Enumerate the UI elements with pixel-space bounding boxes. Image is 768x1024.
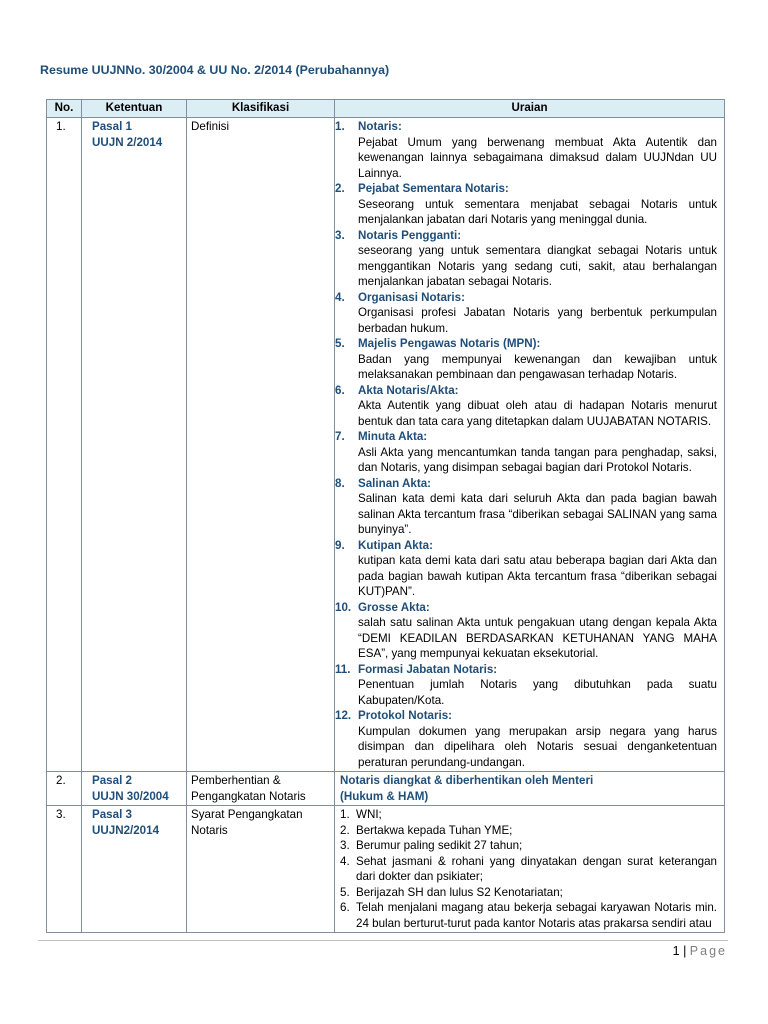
page-separator: | xyxy=(683,944,687,958)
klasifikasi-line: Syarat Pengangkatan xyxy=(191,808,303,821)
definition-term: Protokol Notaris: xyxy=(358,709,453,722)
definition-item xyxy=(335,290,717,337)
requirement-item xyxy=(335,838,717,854)
ketentuan-cell xyxy=(82,806,187,933)
page-number: 1 xyxy=(672,944,680,958)
definition-description: Salinan kata demi kata dari seluruh Akta dan pada bagian bawah salinan Akta tercantum frasa “diberikan sebagai SALINAN yang sama bunyinya”. xyxy=(358,492,717,536)
definition-number: 5. xyxy=(335,337,345,350)
definition-description: Asli Akta yang mencantumkan tanda tangan para penghadap, saksi, dan Notaris, yang disimpan sebagai bagian dari Protokol Notaris. xyxy=(358,445,717,474)
ketentuan-law: UUJN 2/2014 xyxy=(92,135,163,149)
requirement-item xyxy=(335,885,717,901)
definition-term: Kutipan Akta: xyxy=(358,538,433,552)
requirement-text: Berijazah SH dan lulus S2 Kenotariatan; xyxy=(356,885,563,899)
ketentuan-pasal: Pasal 1 xyxy=(92,120,132,133)
definition-item xyxy=(335,538,717,600)
definition-list xyxy=(335,119,717,770)
definition-item xyxy=(335,181,717,228)
definition-item xyxy=(335,429,717,476)
table-row xyxy=(47,806,725,933)
page-label: Page xyxy=(689,944,727,958)
definition-number: 4. xyxy=(335,290,345,304)
definition-description: salah satu salinan Akta untuk pengakuan utang dengan kepala Akta “DEMI KEADILAN BERDASARKAN KETUHANAN YANG MAHA ESA”, yang mempunyai kekuatan eksekutorial. xyxy=(358,616,717,660)
uraian-cell xyxy=(335,806,725,933)
definition-term: Majelis Pengawas Notaris (MPN): xyxy=(358,337,541,350)
definition-item xyxy=(335,228,717,290)
definition-number: 2. xyxy=(335,182,345,195)
requirement-number: 5. xyxy=(340,885,350,899)
requirement-item xyxy=(335,900,717,931)
header-klasifikasi: Klasifikasi xyxy=(187,100,335,118)
requirement-text: Sehat jasmani & rohani yang dinyatakan dengan surat keterangan dari dokter dan psikiater; xyxy=(356,854,717,883)
row-number: 1. xyxy=(47,118,82,772)
definition-number: 9. xyxy=(335,538,345,552)
header-uraian: Uraian xyxy=(335,100,725,118)
definition-term: Salinan Akta: xyxy=(358,476,432,490)
klasifikasi-cell: Definisi xyxy=(187,118,335,772)
definition-number: 6. xyxy=(335,383,345,397)
definition-item xyxy=(335,336,717,383)
definition-number: 1. xyxy=(335,120,345,133)
requirement-item xyxy=(335,823,717,839)
definition-description: Organisasi profesi Jabatan Notaris yang berbentuk perkumpulan berbadan hukum. xyxy=(358,306,717,335)
header-no: No. xyxy=(47,100,82,118)
definition-item xyxy=(335,600,717,662)
definition-description: Akta Autentik yang dibuat oleh atau di hadapan Notaris menurut bentuk dan tata cara yang ditetapkan dalam UUJABATAN NOTARIS. xyxy=(358,399,717,428)
ketentuan-cell xyxy=(82,772,187,806)
definition-number: 10. xyxy=(335,600,352,614)
definition-term: Minuta Akta: xyxy=(358,430,428,443)
resume-table xyxy=(46,99,725,933)
uraian-cell xyxy=(335,118,725,772)
klasifikasi-cell xyxy=(187,772,335,806)
row-number: 3. xyxy=(47,806,82,933)
requirement-item xyxy=(335,807,717,823)
ketentuan-cell xyxy=(82,118,187,772)
definition-description: Badan yang mempunyai kewenangan dan kewajiban untuk melaksanakan pembinaan dan pengawasan terhadap Notaris. xyxy=(358,352,717,381)
ketentuan-law: UUJN2/2014 xyxy=(92,823,160,837)
ketentuan-pasal: Pasal 3 xyxy=(92,808,132,821)
requirements-list xyxy=(335,807,717,931)
header-ketentuan: Ketentuan xyxy=(82,100,187,118)
document-title: Resume UUJNNo. 30/2004 & UU No. 2/2014 (Perubahannya) xyxy=(40,63,390,77)
definition-number: 7. xyxy=(335,430,345,443)
requirement-item xyxy=(335,854,717,885)
definition-term: Pejabat Sementara Notaris: xyxy=(358,182,509,195)
requirement-number: 1. xyxy=(340,808,350,821)
definition-number: 11. xyxy=(335,662,351,676)
definition-term: Notaris: xyxy=(358,120,402,133)
uraian-cell xyxy=(335,772,725,806)
table-row xyxy=(47,118,725,772)
footer-rule xyxy=(38,940,728,941)
requirement-number: 2. xyxy=(340,823,350,837)
definition-item xyxy=(335,119,717,181)
table-row xyxy=(47,772,725,806)
definition-description: kutipan kata demi kata dari satu atau beberapa bagian dari Akta dan pada bagian bawah kutipan Akta tercantum frasa “diberikan sebagai KUT)PAN”. xyxy=(358,554,717,598)
table-header-row xyxy=(47,100,725,118)
requirement-text: Telah menjalani magang atau bekerja sebagai karyawan Notaris min. 24 bulan berturut-turut pada kantor Notaris atas prakarsa sendiri atau xyxy=(356,901,717,930)
requirement-number: 6. xyxy=(340,901,350,914)
definition-item xyxy=(335,662,717,709)
requirement-text: Bertakwa kepada Tuhan YME; xyxy=(356,823,513,837)
klasifikasi-line: Notaris xyxy=(191,823,228,837)
requirement-text: WNI; xyxy=(356,808,382,821)
uraian-line: (Hukum & HAM) xyxy=(340,789,429,803)
page-footer xyxy=(673,944,727,958)
definition-term: Formasi Jabatan Notaris: xyxy=(358,662,498,676)
uraian-line: Notaris diangkat & diberhentikan oleh Menteri xyxy=(340,774,594,787)
definition-description: Seseorang untuk sementara menjabat sebagai Notaris untuk menjalankan jabatan dari Notaris yang meninggal dunia. xyxy=(358,197,717,226)
definition-description: Penentuan jumlah Notaris yang dibutuhkan pada suatu Kabupaten/Kota. xyxy=(358,678,717,707)
definition-number: 12. xyxy=(335,709,352,722)
row-number: 2. xyxy=(47,772,82,806)
definition-term: Akta Notaris/Akta: xyxy=(358,383,459,397)
requirement-number: 4. xyxy=(340,854,350,868)
requirement-text: Berumur paling sedikit 27 tahun; xyxy=(356,839,523,852)
definition-description: seseorang yang untuk sementara diangkat sebagai Notaris untuk menggantikan Notaris yang sedang cuti, sakit, atau berhalangan menjalankan jabatan sebagai Notaris. xyxy=(358,244,717,288)
definition-number: 8. xyxy=(335,476,345,490)
definition-item xyxy=(335,476,717,538)
definition-item xyxy=(335,708,717,770)
ketentuan-pasal: Pasal 2 xyxy=(92,774,132,787)
definition-description: Kumpulan dokumen yang merupakan arsip negara yang harus disimpan dan dipelihara oleh Notaris sesuai denganketentuan peraturan perundang-undangan. xyxy=(358,724,717,769)
requirement-number: 3. xyxy=(340,839,350,852)
klasifikasi-cell xyxy=(187,806,335,933)
klasifikasi-line: Pengangkatan Notaris xyxy=(191,789,306,803)
definition-description: Pejabat Umum yang berwenang membuat Akta Autentik dan kewenangan lainnya sebagaimana dimaksud dalam UUJNdan UU Lainnya. xyxy=(358,135,717,180)
definition-item xyxy=(335,383,717,430)
klasifikasi-line: Pemberhentian & xyxy=(191,774,281,787)
definition-term: Notaris Pengganti: xyxy=(358,228,462,242)
definition-number: 3. xyxy=(335,228,345,242)
definition-term: Grosse Akta: xyxy=(358,600,430,614)
definition-term: Organisasi Notaris: xyxy=(358,290,465,304)
ketentuan-law: UUJN 30/2004 xyxy=(92,789,169,803)
